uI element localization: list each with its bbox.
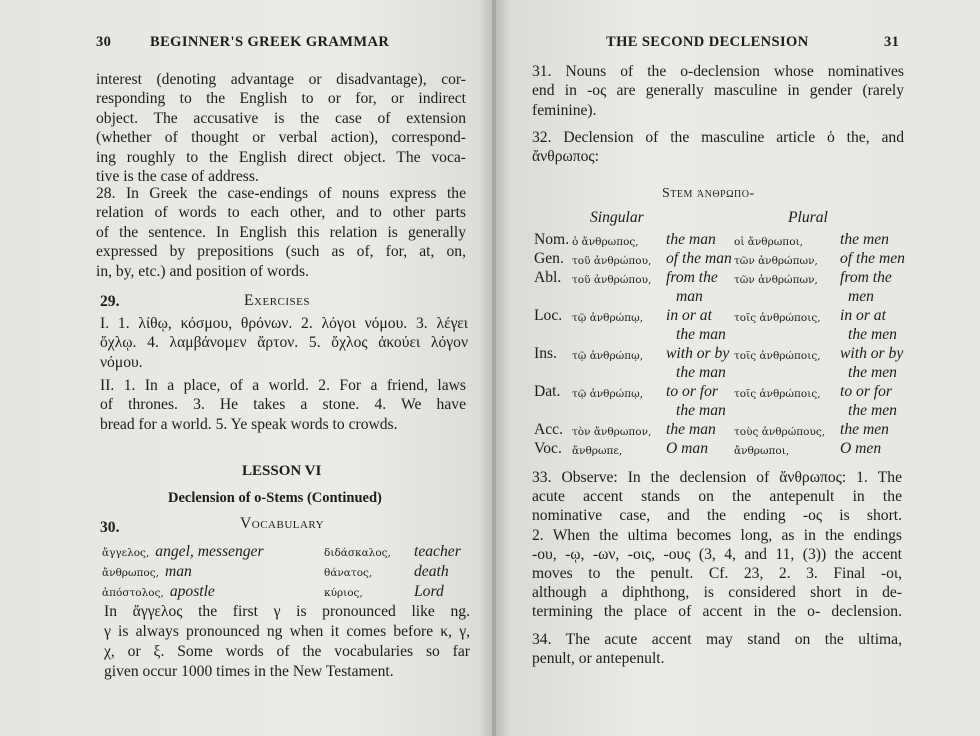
singular-greek: τὸν ἄνθρωπον, bbox=[572, 426, 652, 438]
text-line: (whether of thought or verbal action), correspond- bbox=[96, 129, 466, 147]
plural-greek: τοῖς ἀνθρώποις, bbox=[734, 312, 821, 324]
plural-english: of the men bbox=[840, 250, 905, 267]
vocabulary-entry bbox=[324, 562, 449, 583]
text-line: 32. Declension of the masculine article ὁ the, and bbox=[532, 129, 904, 146]
plural-greek: τοὺς ἀνθρώπους, bbox=[734, 426, 826, 438]
greek-word: ἀπόστολος, bbox=[102, 587, 164, 599]
english-gloss: apostle bbox=[169, 583, 215, 600]
singular-english-cont: man bbox=[676, 288, 703, 305]
text-line: In ἄγγελος the first γ is pronounced like ng. bbox=[104, 603, 470, 620]
exercises-heading: Exercises bbox=[244, 292, 310, 309]
vocabulary-heading: Vocabulary bbox=[240, 515, 325, 532]
text-line: responding to the English to or for, or indirect bbox=[96, 90, 466, 108]
singular-english: O man bbox=[666, 440, 709, 457]
case-label: Ins. bbox=[534, 345, 557, 362]
plural-english-cont: the men bbox=[848, 402, 897, 419]
greek-word: ἄγγελος, bbox=[102, 547, 150, 559]
singular-greek: ὁ ἄνθρωπος, bbox=[572, 236, 639, 248]
case-label: Dat. bbox=[534, 383, 561, 400]
text-line: bread for a world. 5. Ye speak words to crowds. bbox=[100, 415, 398, 433]
text-line: termining the place of accent in the o- declension. bbox=[532, 603, 902, 621]
vocabulary-number: 30. bbox=[100, 519, 120, 536]
singular-english: from the bbox=[666, 269, 718, 286]
singular-greek: ἄνθρωπε, bbox=[572, 445, 623, 457]
plural-english: the men bbox=[840, 231, 889, 248]
singular-english-cont: the man bbox=[676, 326, 726, 343]
case-label: Acc. bbox=[534, 421, 564, 438]
case-label: Abl. bbox=[534, 269, 562, 286]
text-line: 34. The acute accent may stand on the ultima, bbox=[532, 631, 902, 648]
lesson-subtitle: Declension of o-Stems (Continued) bbox=[168, 490, 382, 506]
plural-english: the men bbox=[840, 421, 889, 438]
plural-english-cont: men bbox=[848, 288, 874, 305]
text-line: χ, or ξ. Some words of the vocabularies so far bbox=[104, 643, 470, 660]
text-line: ing roughly to the English direct object. The voca- bbox=[96, 148, 466, 166]
plural-greek: τῶν ἀνθρώπων, bbox=[734, 274, 818, 286]
text-line: nominative case, and the ending -ος is short. bbox=[532, 507, 902, 525]
stem-label: Stem ἀνθρωπο- bbox=[662, 186, 755, 201]
plural-heading: Plural bbox=[788, 209, 828, 226]
text-line: expressed by prepositions (such as of, for, at, on, bbox=[96, 243, 466, 261]
text-line: γ is always pronounced ng when it comes before κ, γ, bbox=[104, 623, 470, 640]
text-line: penult, or antepenult. bbox=[532, 650, 665, 668]
text-line: in, by, etc.) and position of words. bbox=[96, 262, 309, 280]
left-running-head: BEGINNER'S GREEK GRAMMAR bbox=[150, 34, 390, 50]
plural-english: with or by bbox=[840, 345, 904, 362]
right-page bbox=[496, 0, 980, 736]
english-gloss: teacher bbox=[414, 543, 461, 560]
text-line: although a diphthong, is considered short in de- bbox=[532, 584, 902, 602]
text-line: ὄχλῳ. 4. λαμβάνομεν ἄρτον. 5. ὄχλος ἀκούει λόγον bbox=[100, 334, 468, 352]
singular-english: with or by bbox=[666, 345, 730, 362]
text-line: of thrones. 3. He takes a stone. 4. We have bbox=[100, 396, 466, 414]
english-gloss: Lord bbox=[414, 583, 444, 600]
singular-greek: τοῦ ἀνθρώπου, bbox=[572, 255, 652, 267]
lesson-title: LESSON VI bbox=[242, 463, 322, 479]
text-line: ἄνθρωπος: bbox=[532, 148, 599, 166]
singular-english: to or for bbox=[666, 383, 718, 400]
text-line: νόμου. bbox=[100, 353, 143, 371]
singular-greek: τῷ ἀνθρώπῳ, bbox=[572, 388, 644, 400]
vocabulary-entry bbox=[102, 562, 192, 583]
text-line: II. 1. In a place, of a world. 2. For a friend, laws bbox=[100, 377, 466, 394]
text-line: 33. Observe: In the declension of ἄνθρωπος: 1. The bbox=[532, 469, 902, 486]
plural-greek: τῶν ἀνθρώπων, bbox=[734, 255, 818, 267]
singular-english: the man bbox=[666, 231, 716, 248]
singular-greek: τῷ ἀνθρώπῳ, bbox=[572, 312, 644, 324]
text-line: 31. Nouns of the o-declension whose nominatives bbox=[532, 63, 904, 80]
text-line: object. The accusative is the case of extension bbox=[96, 109, 466, 127]
singular-english: the man bbox=[666, 421, 716, 438]
plural-english: O men bbox=[840, 440, 882, 457]
plural-english: from the bbox=[840, 269, 892, 286]
right-running-head: THE SECOND DECLENSION bbox=[606, 34, 809, 50]
singular-english: of the man bbox=[666, 250, 732, 267]
singular-heading: Singular bbox=[590, 209, 644, 226]
text-line: interest (denoting advantage or disadvantage), cor- bbox=[96, 71, 466, 88]
case-label: Loc. bbox=[534, 307, 563, 324]
plural-english-cont: the men bbox=[848, 364, 897, 381]
plural-english: in or at bbox=[840, 307, 886, 324]
vocabulary-entry bbox=[102, 542, 264, 563]
plural-english: to or for bbox=[840, 383, 892, 400]
greek-word: θάνατος, bbox=[324, 567, 373, 579]
singular-english-cont: the man bbox=[676, 402, 726, 419]
case-label: Gen. bbox=[534, 250, 564, 267]
greek-word: κύριος, bbox=[324, 587, 363, 599]
vocabulary-entry bbox=[324, 542, 461, 563]
english-gloss: angel, messenger bbox=[155, 543, 264, 560]
plural-greek: οἱ ἄνθρωποι, bbox=[734, 236, 803, 248]
text-line: moves to the penult. Cf. 23, 2. 3. Final -οι, bbox=[532, 565, 902, 582]
left-page-number: 30 bbox=[96, 34, 112, 50]
singular-greek: τῷ ἀνθρώπῳ, bbox=[572, 350, 644, 362]
text-line: tive is the case of address. bbox=[96, 168, 259, 185]
plural-greek: τοῖς ἀνθρώποις, bbox=[734, 350, 821, 362]
text-line: acute accent stands on the antepenult in the bbox=[532, 488, 902, 506]
text-line: 28. In Greek the case-endings of nouns express the bbox=[96, 185, 466, 202]
text-line: of the sentence. In English this relation is generally bbox=[96, 223, 466, 241]
case-label: Voc. bbox=[534, 440, 562, 457]
english-gloss: man bbox=[164, 563, 192, 580]
plural-greek: ἄνθρωποι, bbox=[734, 445, 790, 457]
greek-word: ἄνθρωπος, bbox=[102, 567, 159, 579]
english-gloss: death bbox=[414, 563, 449, 580]
vocabulary-entry bbox=[324, 582, 444, 603]
text-line: I. 1. λίθῳ, κόσμου, θρόνων. 2. λόγοι νόμου. 3. λέγει bbox=[100, 315, 468, 332]
singular-english: in or at bbox=[666, 307, 712, 324]
greek-word: διδάσκαλος, bbox=[324, 547, 391, 559]
text-line: relation of words to each other, and to other parts bbox=[96, 204, 466, 222]
text-line: end in -ος are generally masculine in gender (rarely bbox=[532, 82, 904, 100]
vocabulary-entry bbox=[102, 582, 215, 603]
right-page-number: 31 bbox=[884, 34, 900, 50]
text-line: given occur 1000 times in the New Testament. bbox=[104, 663, 394, 680]
singular-greek: τοῦ ἀνθρώπου, bbox=[572, 274, 652, 286]
plural-greek: τοῖς ἀνθρώποις, bbox=[734, 388, 821, 400]
text-line: feminine). bbox=[532, 101, 597, 119]
exercises-number: 29. bbox=[100, 293, 120, 310]
singular-english-cont: the man bbox=[676, 364, 726, 381]
text-line: -ου, -ῳ, -ων, -οις, -ους (3, 4, and 11, (3)) the accent bbox=[532, 545, 902, 563]
plural-english-cont: the men bbox=[848, 326, 897, 343]
case-label: Nom. bbox=[534, 231, 570, 248]
text-line: 2. When the ultima becomes long, as in the endings bbox=[532, 526, 902, 544]
